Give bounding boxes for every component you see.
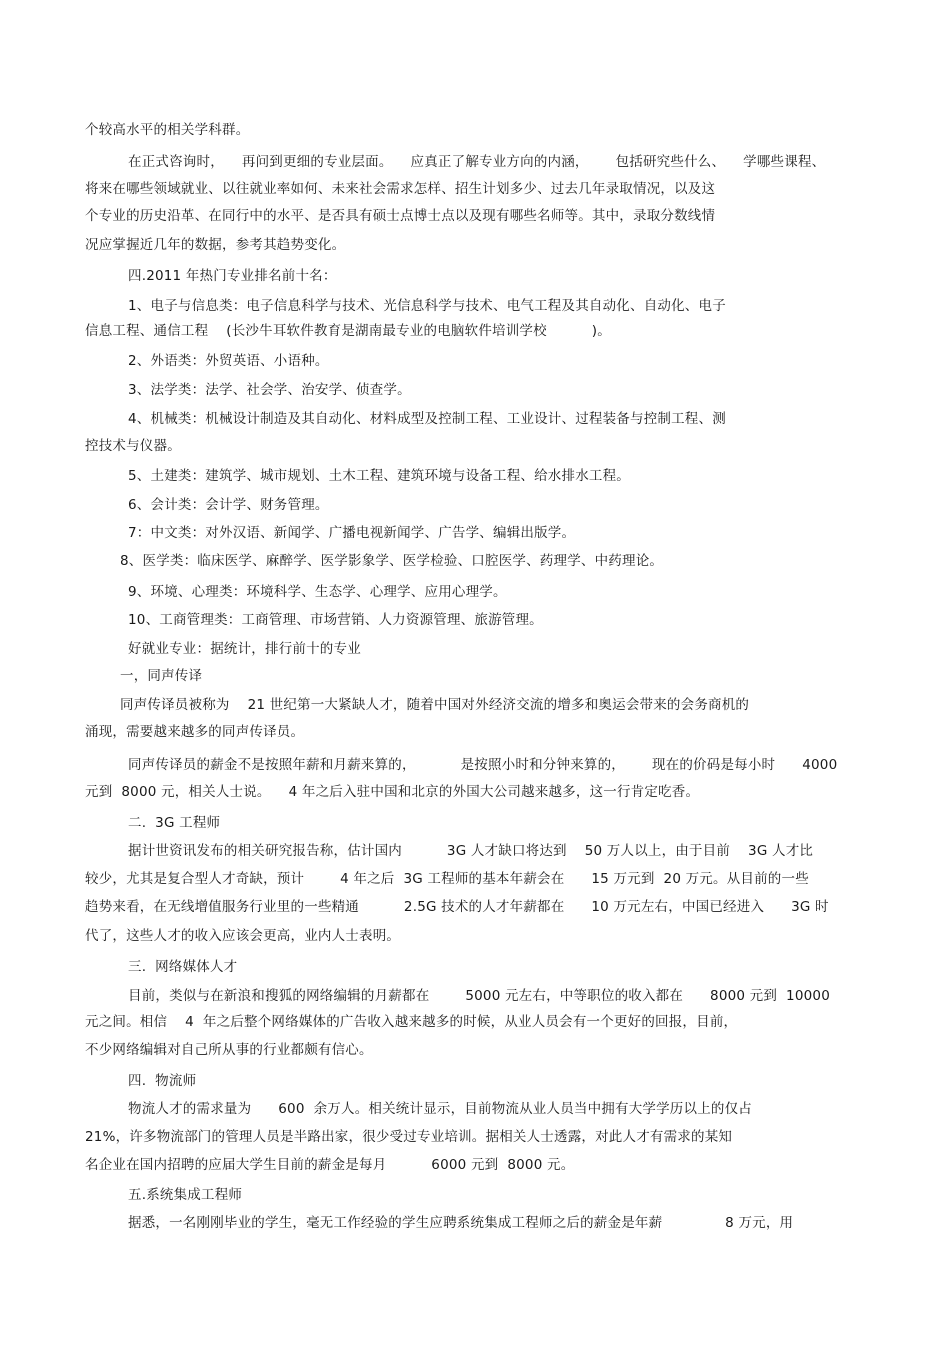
- list-item: 4、机械类：机械设计制造及其自动化、材料成型及控制工程、工业设计、过程装备与控制工程、测: [128, 411, 726, 427]
- text-line: 1、电子与信息类：电子信息科学与技术、光信息科学与技术、电气工程及其自动化、自动化、电子: [128, 298, 726, 314]
- section-heading: 五.系统集成工程师: [128, 1187, 243, 1203]
- text-line: 据悉，一名刚刚毕业的学生，毫无工作经验的学生应聘系统集成工程师之后的薪金是年薪 8 万元，用: [128, 1215, 794, 1231]
- list-item: 6、会计类：会计学、财务管理。: [128, 497, 329, 513]
- text-line: 信息工程、通信工程 (长沙牛耳软件教育是湖南最专业的电脑软件培训学校 )。: [85, 323, 611, 339]
- text-line: 物流人才的需求量为 600 余万人。相关统计显示，目前物流从业人员当中拥有大学学历以上的仅占: [128, 1101, 752, 1117]
- section-heading: 二. 3G 工程师: [128, 815, 221, 831]
- list-item: 8、医学类：临床医学、麻醉学、医学影象学、医学检验、口腔医学、药理学、中药理论。: [120, 553, 664, 569]
- text-line: 据计世资讯发布的相关研究报告称，估计国内 3G 人才缺口将达到 50 万人以上，由于目前 3G 人才比: [128, 843, 814, 859]
- text-line: 个专业的历史沿革、在同行中的水平、是否具有硕士点博士点以及现有哪些名师等。其中，录取分数线情: [85, 208, 716, 224]
- text-line: 个较高水平的相关学科群。: [85, 122, 250, 138]
- list-item: 5、土建类：建筑学、城市规划、土木工程、建筑环境与设备工程、给水排水工程。: [128, 468, 630, 484]
- list-item: 10、工商管理类：工商管理、市场营销、人力资源管理、旅游管理。: [128, 612, 543, 628]
- text-line: 况应掌握近几年的数据，参考其趋势变化。: [85, 237, 346, 253]
- text-line: 较少，尤其是复合型人才奇缺，预计 4 年之后 3G 工程师的基本年薪会在 15 万元到 20 万元。从目前的一些: [85, 871, 809, 887]
- section-heading: 三. 网络媒体人才: [128, 959, 238, 975]
- section-heading: 一，同声传译: [120, 668, 203, 684]
- text-line: 代了，这些人才的收入应该会更高，业内人士表明。: [85, 928, 401, 944]
- text-line: 21%，许多物流部门的管理人员是半路出家，很少受过专业培训。据相关人士透露，对此人才有需求的某知: [85, 1129, 733, 1145]
- text-line: 元到 8000 元，相关人士说。 4 年之后入驻中国和北京的外国大公司越来越多，这一行肯定吃香。: [85, 784, 700, 800]
- text-line: 涌现，需要越来越多的同声传译员。: [85, 724, 305, 740]
- text-line: 名企业在国内招聘的应届大学生目前的薪金是每月 6000 元到 8000 元。: [85, 1157, 575, 1173]
- list-item: 7：中文类：对外汉语、新闻学、广播电视新闻学、广告学、编辑出版学。: [128, 525, 576, 541]
- text-line: 趋势来看，在无线增值服务行业里的一些精通 2.5G 技术的人才年薪都在 10 万元左右，中国已经进入 3G 时: [85, 899, 829, 915]
- text-line: 同声传译员被称为 21 世纪第一大紧缺人才，随着中国对外经济交流的增多和奥运会带来的会务商机的: [120, 697, 750, 713]
- list-item: 2、外语类：外贸英语、小语种。: [128, 353, 329, 369]
- section-heading: 四. 物流师: [128, 1073, 197, 1089]
- text-line: 目前，类似与在新浪和搜狐的网络编辑的月薪都在 5000 元左右，中等职位的收入都在 8000 元到 10000: [128, 988, 830, 1004]
- text-line: 同声传译员的薪金不是按照年薪和月薪来算的， 是按照小时和分钟来算的， 现在的价码是每小时 4000: [128, 757, 838, 773]
- text-line: 不少网络编辑对自己所从事的行业都颇有信心。: [85, 1042, 373, 1058]
- section-heading: 四.2011 年热门专业排名前十名：: [128, 268, 337, 284]
- text-line: 控技术与仪器。: [85, 438, 181, 454]
- text-line: 好就业专业：据统计，排行前十的专业: [128, 641, 361, 657]
- list-item: 9、环境、心理类：环境科学、生态学、心理学、应用心理学。: [128, 584, 507, 600]
- text-line: 在正式咨询时， 再问到更细的专业层面。 应真正了解专业方向的内涵， 包括研究些什么、 学哪些课程、: [128, 154, 826, 170]
- text-line: 元之间。相信 4 年之后整个网络媒体的广告收入越来越多的时候，从业人员会有一个更好的回报，目前，: [85, 1014, 738, 1030]
- list-item: 3、法学类：法学、社会学、治安学、侦查学。: [128, 382, 411, 398]
- text-line: 将来在哪些领域就业、以往就业率如何、未来社会需求怎样、招生计划多少、过去几年录取情况，以及这: [85, 181, 716, 197]
